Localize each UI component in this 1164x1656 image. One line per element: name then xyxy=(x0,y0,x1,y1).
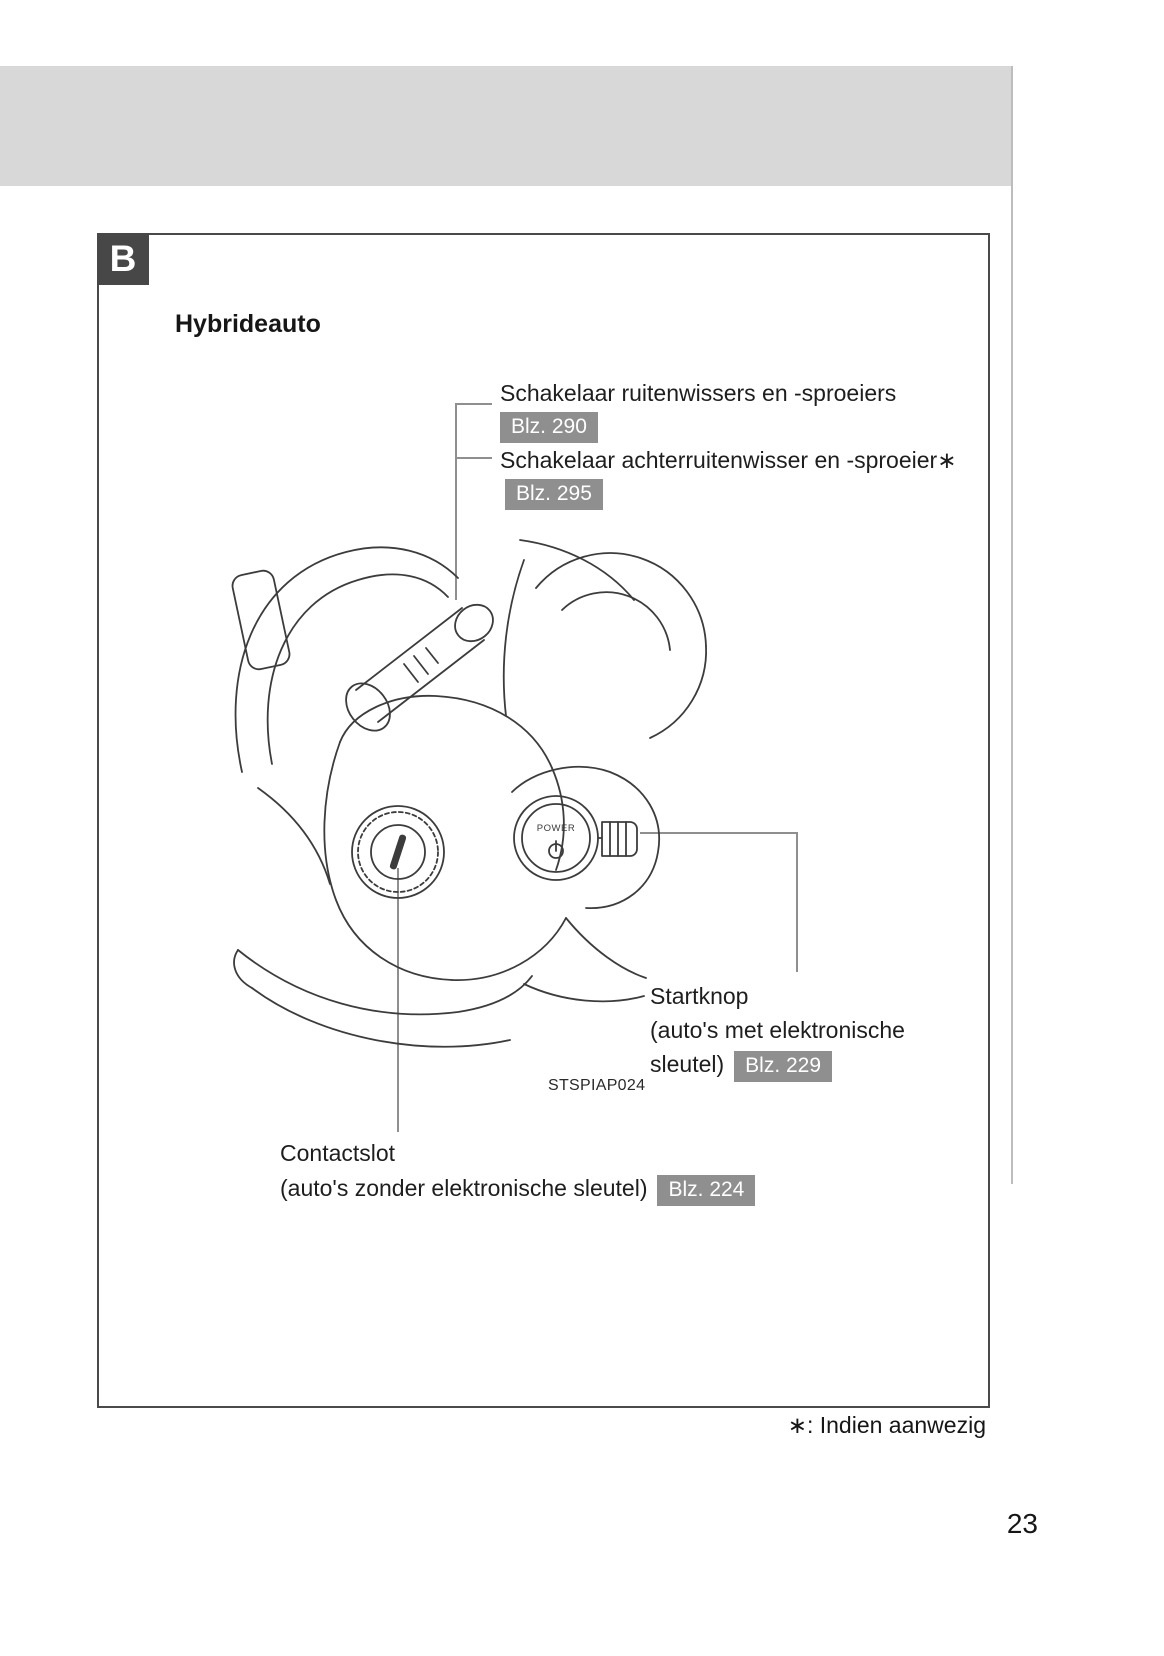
start-button-label-line2: (auto's met elektronische xyxy=(650,1017,905,1043)
rear-wiper-page-ref-badge: Blz. 295 xyxy=(505,479,603,510)
start-button-label-line3 xyxy=(650,1047,905,1082)
start-button-label-line1: Startknop xyxy=(650,983,749,1009)
ignition-label-line2 xyxy=(280,1171,755,1206)
footnote: ∗: Indien aanwezig xyxy=(787,1412,986,1438)
page-number: 23 xyxy=(1006,1508,1038,1539)
ignition-label-text: (auto's zonder elektronische sleutel) xyxy=(280,1175,648,1201)
page-title: Hybrideauto xyxy=(175,310,321,338)
start-button-page-ref-badge: Blz. 229 xyxy=(734,1051,832,1082)
figure-code: STSPIAP024 xyxy=(548,1077,646,1094)
front-wiper-label: Schakelaar ruitenwissers en -sproeiers xyxy=(500,380,897,406)
section-letter-badge: B xyxy=(97,233,149,285)
header-band xyxy=(0,66,1012,186)
ignition-label-line1: Contactslot xyxy=(280,1140,396,1166)
rear-wiper-label: Schakelaar achterruitenwisser en -sproeier∗ xyxy=(500,447,957,473)
right-edge-rule xyxy=(1011,66,1013,1184)
ignition-page-ref-badge: Blz. 224 xyxy=(657,1175,755,1206)
ignition-callout xyxy=(280,1136,755,1206)
content-box xyxy=(97,233,990,1408)
front-wiper-page-ref-badge: Blz. 290 xyxy=(500,412,598,443)
start-button-callout xyxy=(650,979,905,1082)
start-button-label-text: sleutel) xyxy=(650,1051,725,1077)
power-button-label: POWER xyxy=(536,823,576,834)
